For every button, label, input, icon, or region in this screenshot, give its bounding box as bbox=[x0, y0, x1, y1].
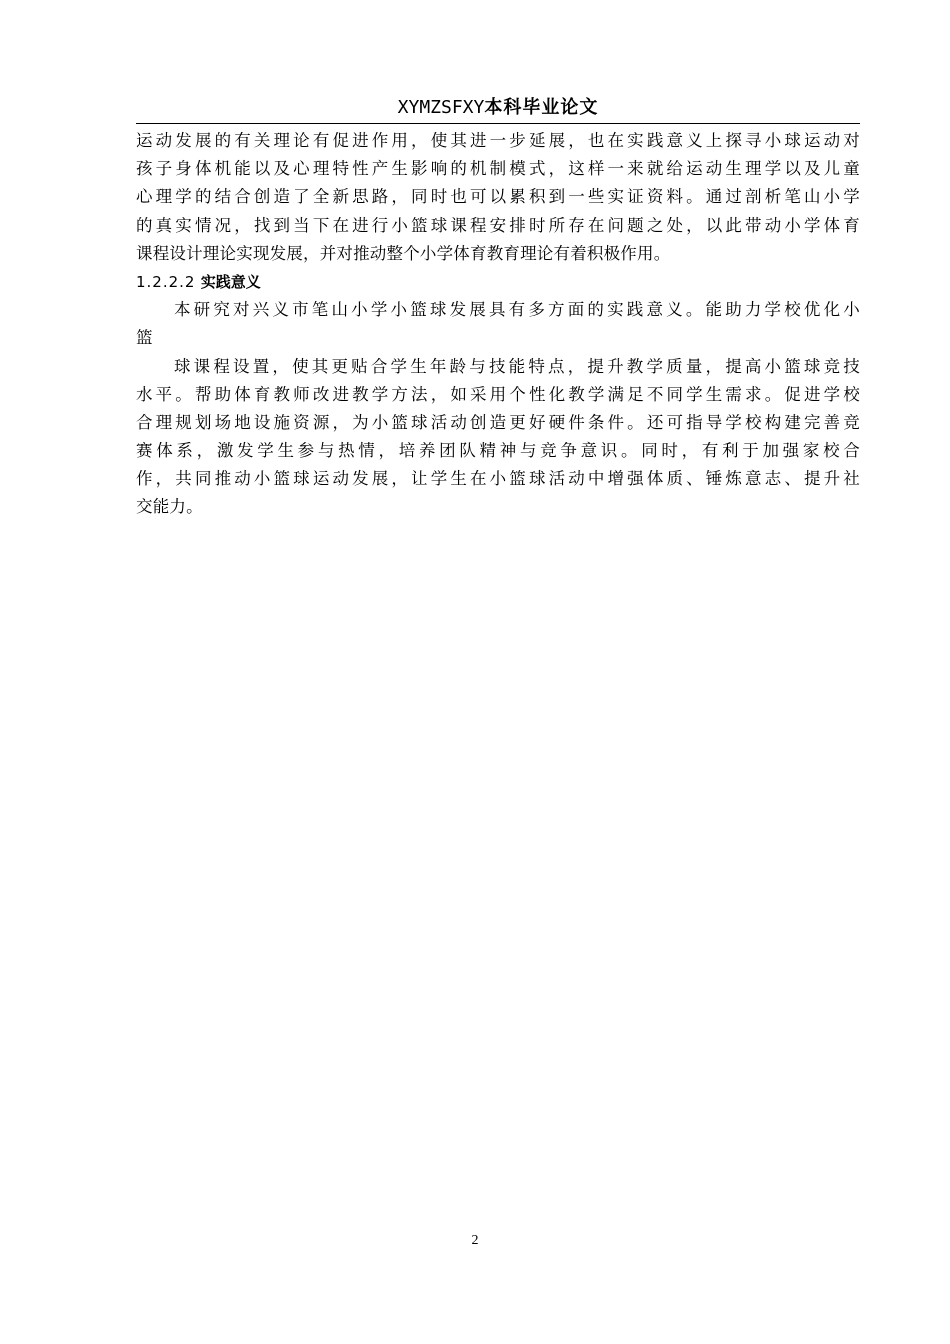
section-title: 实践意义 bbox=[200, 272, 261, 291]
body-text bbox=[136, 127, 860, 522]
paragraph-line: 合理规划场地设施资源，为小篮球活动创造更好硬件条件。还可指导学校构建完善竞 bbox=[136, 412, 860, 432]
header-code: XYMZSFXY bbox=[397, 97, 485, 118]
section-heading bbox=[136, 268, 860, 296]
paragraph-line: 球课程设置，使其更贴合学生年龄与技能特点，提升教学质量，提高小篮球竞技 bbox=[174, 356, 860, 376]
paragraph-line: 作，共同推动小篮球运动发展，让学生在小篮球活动中增强体质、锤炼意志、提升社 bbox=[136, 469, 860, 489]
running-header bbox=[136, 93, 860, 124]
paragraph-line: 孩子身体机能以及心理特性产生影响的机制模式，这样一来就给运动生理学以及儿童 bbox=[136, 159, 860, 179]
paragraph-line: 运动发展的有关理论有促进作用，使其进一步延展，也在实践意义上探寻小球运动对 bbox=[136, 131, 860, 150]
section-number: 1.2.2.2 bbox=[136, 272, 196, 291]
paragraph-line: 篮 bbox=[136, 328, 153, 348]
paragraph-line: 的真实情况，找到当下在进行小篮球课程安排时所存在问题之处，以此带动小学体育 bbox=[136, 215, 860, 235]
paragraph-line: 本研究对兴义市笔山小学小篮球发展具有多方面的实践意义。能助力学校优化小 bbox=[174, 300, 860, 320]
header-title: 本科毕业论文 bbox=[484, 97, 599, 118]
paragraph-line: 课程设计理论实现发展，并对推动整个小学体育教育理论有着积极作用。 bbox=[136, 243, 671, 263]
paragraph-line: 水平。帮助体育教师改进教学方法，如采用个性化教学满足不同学生需求。促进学校 bbox=[136, 384, 860, 404]
page-number: 2 bbox=[471, 1233, 479, 1248]
paragraph-line: 赛体系，激发学生参与热情，培养团队精神与竞争意识。同时，有利于加强家校合 bbox=[136, 441, 860, 461]
paragraph-line: 心理学的结合创造了全新思路，同时也可以累积到一些实证资料。通过剖析笔山小学 bbox=[136, 187, 860, 207]
paragraph-line: 交能力。 bbox=[136, 497, 203, 517]
